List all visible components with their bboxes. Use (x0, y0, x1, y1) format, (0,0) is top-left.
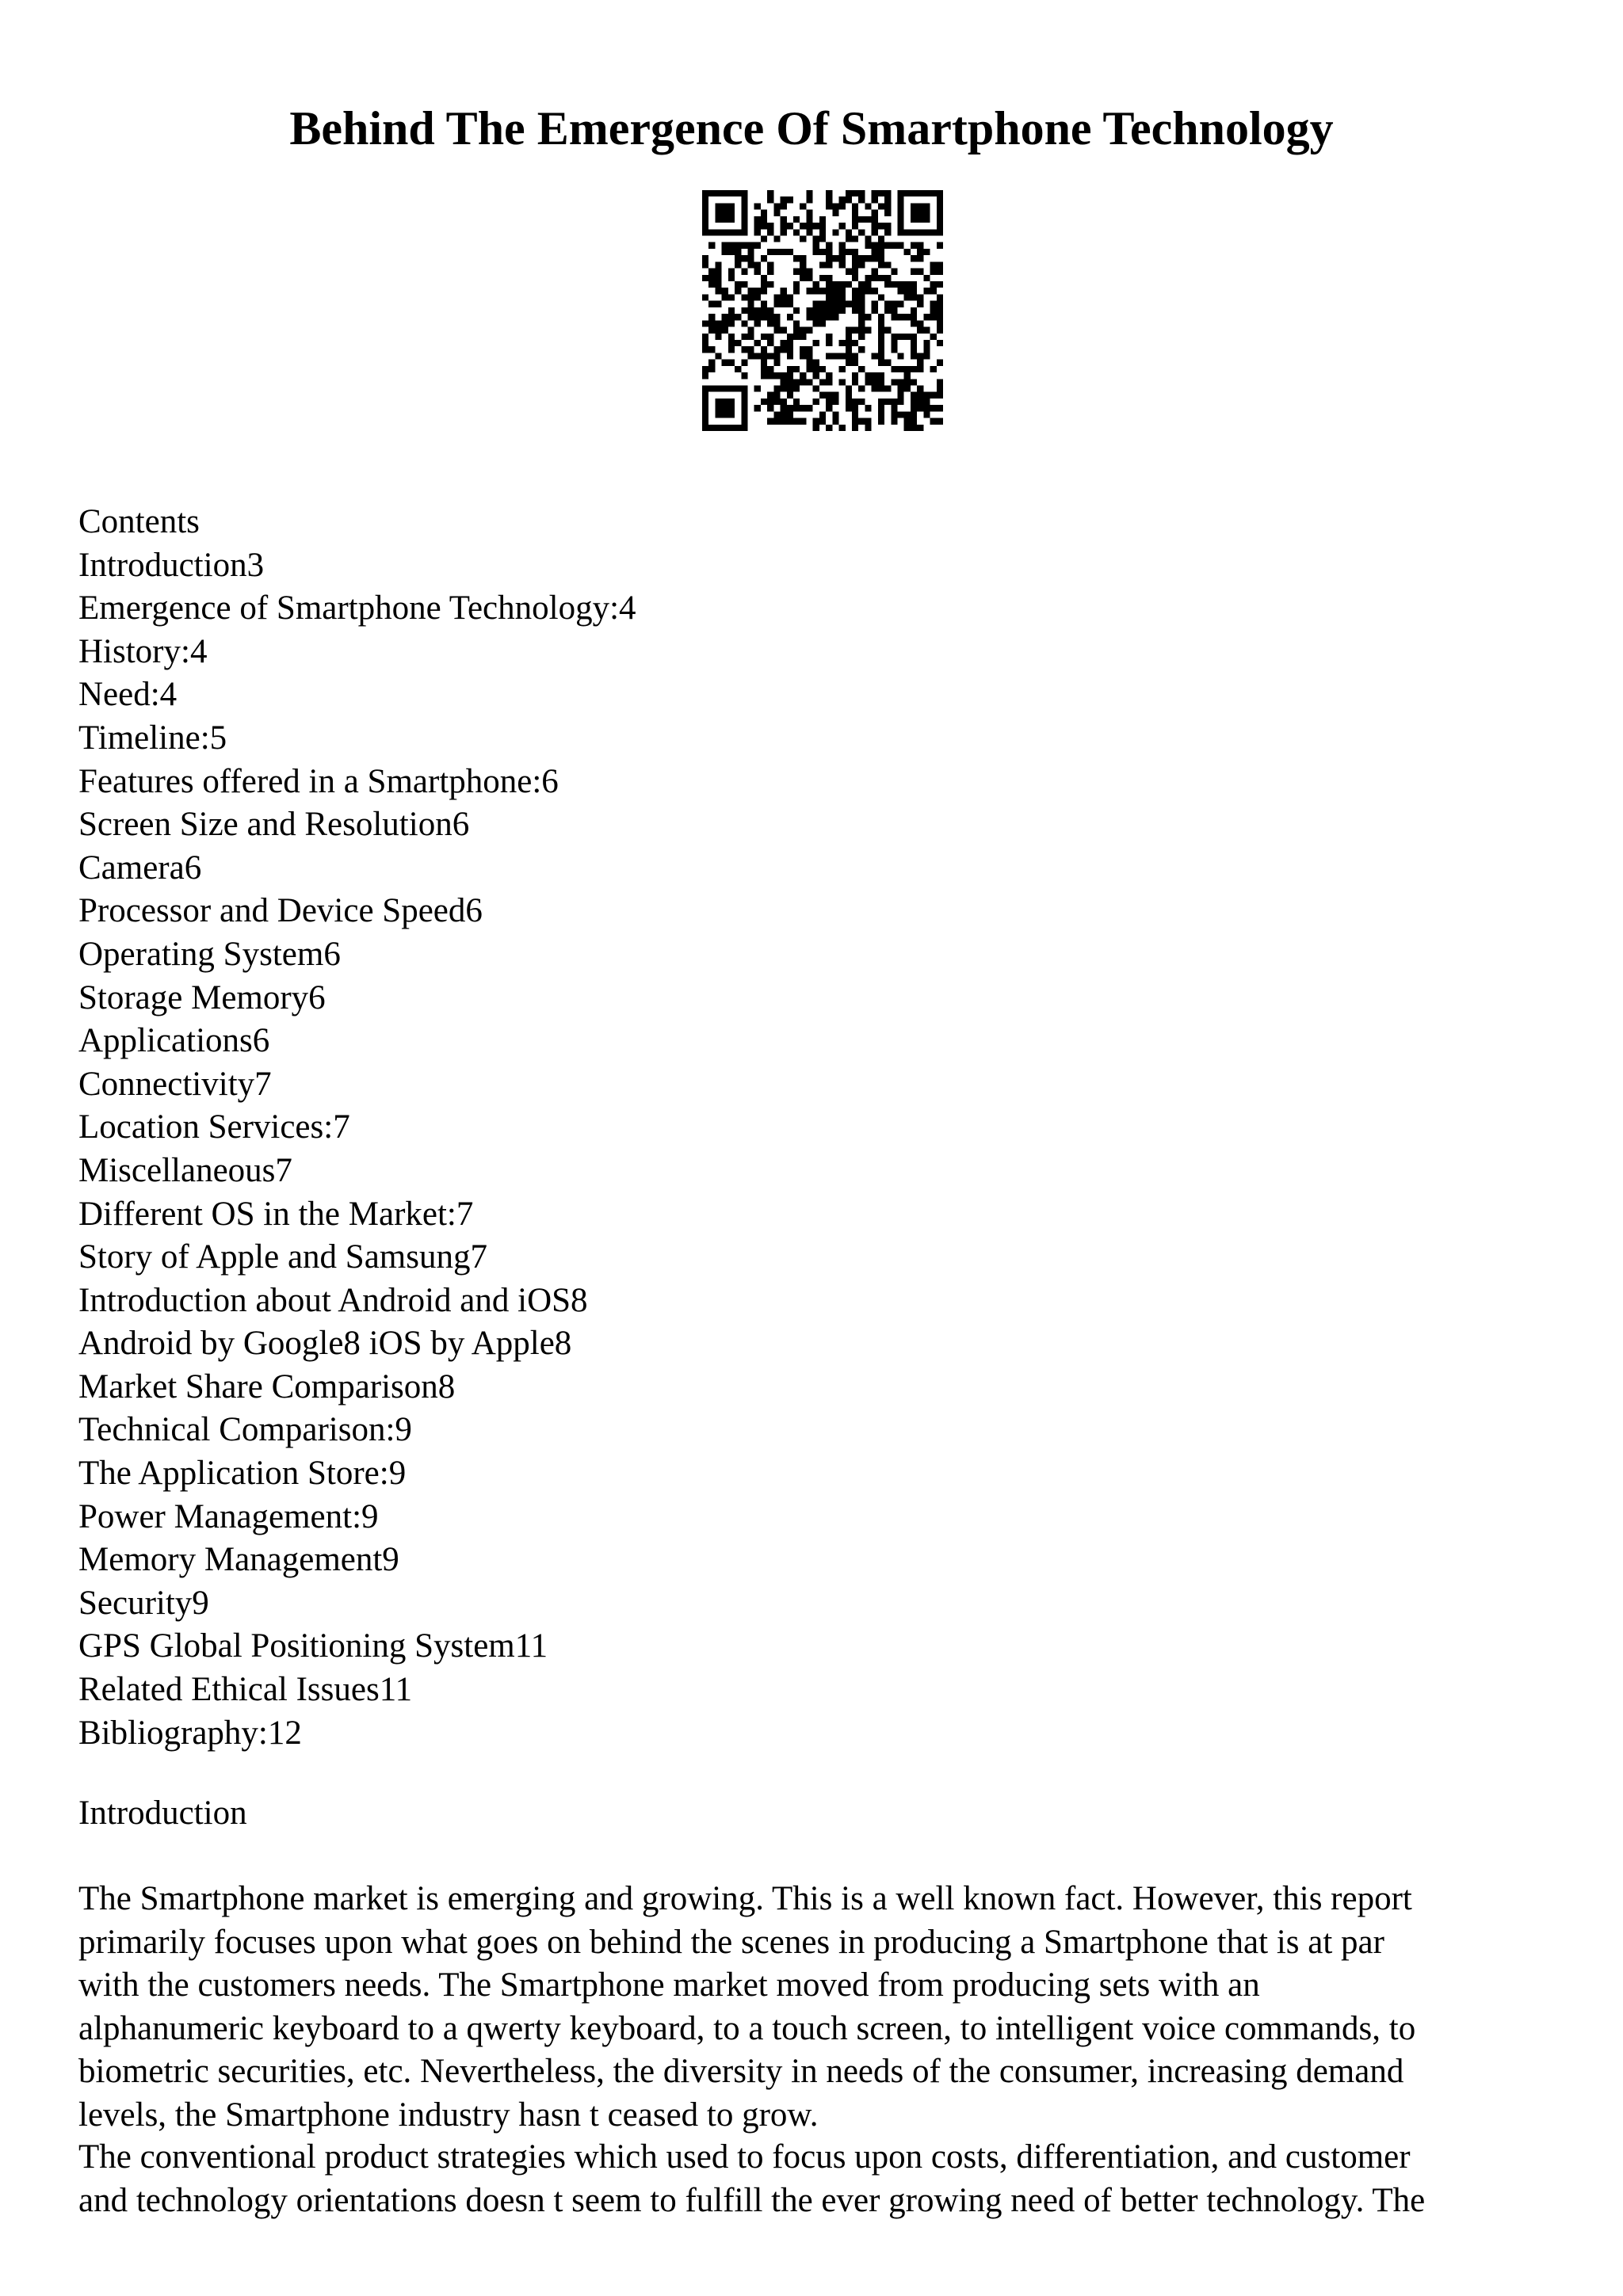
toc-entry: Story of Apple and Samsung7 (78, 1238, 487, 1276)
toc-entry: Operating System6 (78, 935, 341, 973)
toc-entry: Power Management:9 (78, 1497, 379, 1535)
toc-entry: Introduction3 (78, 546, 265, 584)
toc-entry: Features offered in a Smartphone:6 (78, 762, 559, 800)
paragraph-line: primarily focuses upon what goes on behind the scenes in producing a Smartphone that is at par (78, 1923, 1384, 1961)
toc-entry: Bibliography:12 (78, 1714, 302, 1752)
toc-entry: Android by Google8 iOS by Apple8 (78, 1325, 572, 1363)
paragraph-line: The Smartphone market is emerging and growing. This is a well known fact. However, this report (78, 1880, 1412, 1917)
introduction-paragraph-1 (78, 1878, 1537, 2138)
toc-entry: Screen Size and Resolution6 (78, 806, 470, 844)
table-of-contents (78, 501, 636, 1755)
toc-entry: Emergence of Smartphone Technology:4 (78, 589, 636, 627)
toc-entry: Storage Memory6 (78, 978, 326, 1016)
document-title: Behind The Emergence Of Smartphone Technology (289, 102, 1334, 154)
toc-entry: Related Ethical Issues11 (78, 1671, 413, 1709)
toc-entry: History:4 (78, 632, 208, 670)
introduction-paragraph-2 (78, 2136, 1537, 2222)
contents-heading: Contents (78, 503, 200, 540)
toc-entry: Need:4 (78, 676, 178, 714)
toc-entry: Miscellaneous7 (78, 1151, 292, 1189)
paragraph-line: The conventional product strategies which used to focus upon costs, differentiation, and customer (78, 2138, 1411, 2176)
toc-entry: The Application Store:9 (78, 1455, 407, 1493)
section-heading-introduction: Introduction (78, 1794, 247, 1832)
paragraph-line: biometric securities, etc. Nevertheless, the diversity in needs of the consumer, increasing demand (78, 2053, 1404, 2091)
paragraph-line: with the customers needs. The Smartphone market moved from producing sets with an (78, 1966, 1260, 2004)
toc-entry: Introduction about Android and iOS8 (78, 1281, 588, 1319)
toc-entry: Memory Management9 (78, 1541, 399, 1579)
toc-entry: Processor and Device Speed6 (78, 892, 483, 930)
qr-code-icon (702, 190, 943, 431)
toc-entry: Security9 (78, 1584, 209, 1622)
toc-entry: Connectivity7 (78, 1065, 272, 1103)
toc-entry: Technical Comparison:9 (78, 1411, 412, 1449)
toc-entry: Location Services:7 (78, 1108, 350, 1146)
toc-entry: Camera6 (78, 849, 202, 887)
toc-entry: Different OS in the Market:7 (78, 1195, 474, 1233)
toc-entry: GPS Global Positioning System11 (78, 1627, 548, 1665)
paragraph-line: alphanumeric keyboard to a qwerty keyboard, to a touch screen, to intelligent voice commands, to (78, 2009, 1416, 2047)
toc-entry: Market Share Comparison8 (78, 1367, 456, 1405)
paragraph-line: and technology orientations doesn t seem to fulfill the ever growing need of better technology. The (78, 2181, 1426, 2219)
toc-entry: Timeline:5 (78, 719, 227, 757)
toc-entry: Applications6 (78, 1022, 270, 1060)
paragraph-line: levels, the Smartphone industry hasn t ceased to grow. (78, 2096, 819, 2134)
